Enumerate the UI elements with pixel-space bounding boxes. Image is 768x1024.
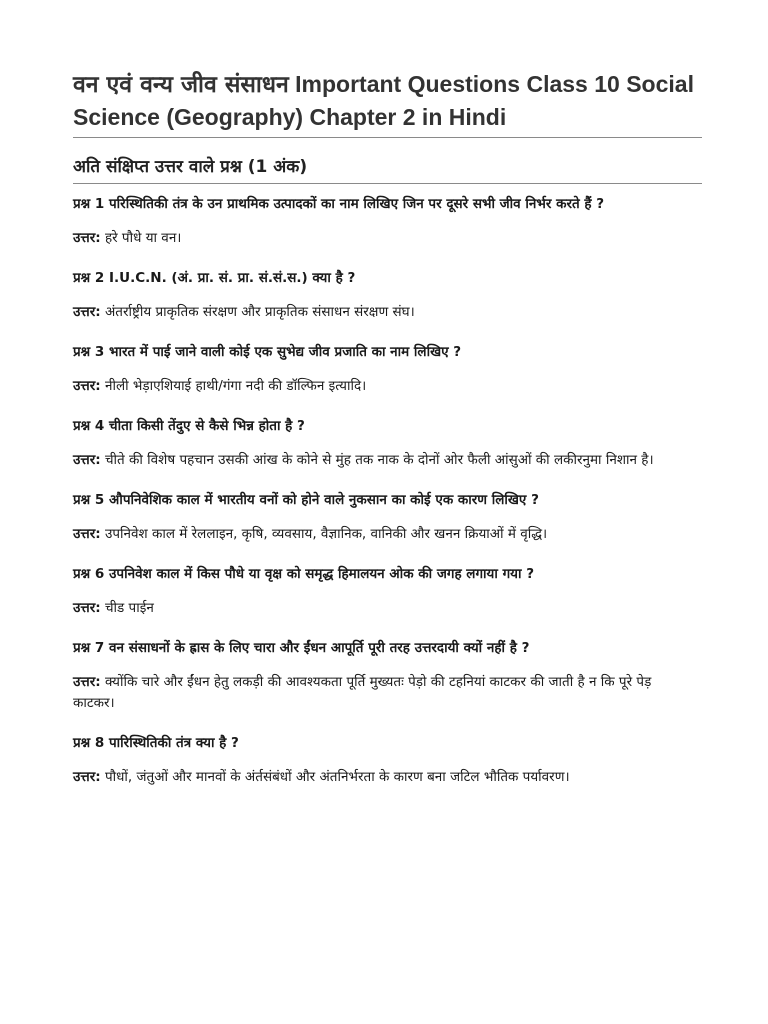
answer-label: उत्तर: [73, 674, 101, 690]
qa-item-1 [73, 194, 696, 249]
answer-2-text: अंतर्राष्ट्रीय प्राकृतिक संरक्षण और प्राकृतिक संसाधन संरक्षण संघ। [104, 304, 415, 320]
page-title-hindi: वन एवं वन्य जीव संसाधन [73, 72, 289, 98]
answer-8 [73, 767, 696, 788]
answer-5 [73, 524, 696, 545]
question-8: प्रश्न 8 पारिस्थितिकी तंत्र क्या है ? [73, 735, 239, 751]
answer-3 [73, 376, 696, 397]
section-title: अति संक्षिप्त उत्तर वाले प्रश्न (1 अंक) [73, 157, 308, 177]
answer-5-text: उपनिवेश काल में रेललाइन, कृषि, व्यवसाय, वैज्ञानिक, वानिकी और खनन क्रियाओं में वृद्धि। [104, 526, 548, 542]
answer-8-text: पौधों, जंतुओं और मानवों के अंर्तसंबंधों और अंतनिर्भरता के कारण बना जटिल भौतिक पर्यावरण। [104, 769, 570, 785]
answer-2 [73, 302, 696, 323]
qa-item-6 [73, 564, 696, 619]
answer-label: उत्तर: [73, 526, 101, 542]
qa-list [73, 194, 696, 788]
qa-item-7 [73, 638, 696, 714]
question-6: प्रश्न 6 उपनिवेश काल में किस पौधे या वृक्ष को समृद्ध हिमालयन ओक की जगह लगाया गया ? [73, 566, 535, 582]
page-title [73, 68, 696, 133]
answer-6-text: चीड पाईन [104, 600, 154, 616]
question-2: प्रश्न 2 I.U.C.N. (अं. प्रा. सं. प्रा. सं.सं.स.) क्या है ? [73, 270, 356, 286]
question-5: प्रश्न 5 औपनिवेशिक काल में भारतीय वनों को होने वाले नुकसान का कोई एक कारण लिखिए ? [73, 492, 539, 508]
qa-item-2 [73, 268, 696, 323]
answer-label: उत्तर: [73, 378, 101, 394]
answer-1 [73, 228, 696, 249]
answer-label: उत्तर: [73, 452, 101, 468]
answer-4 [73, 450, 696, 471]
answer-7 [73, 672, 696, 714]
section-divider [73, 183, 702, 184]
qa-item-5 [73, 490, 696, 545]
answer-6 [73, 598, 696, 619]
answer-3-text: नीली भेड़ाएशियाई हाथी/गंगा नदी की डॉल्फिन इत्यादि। [104, 378, 367, 394]
title-divider [73, 137, 702, 138]
question-4: प्रश्न 4 चीता किसी तेंदुए से कैसे भिन्न होता है ? [73, 418, 305, 434]
answer-label: उत्तर: [73, 304, 101, 320]
qa-item-4 [73, 416, 696, 471]
answer-4-text: चीते की विशेष पहचान उसकी आंख के कोने से मुंह तक नाक के दोनों ओर फैली आंसुओं की लकीरनुमा निशान है। [104, 452, 654, 468]
answer-label: उत्तर: [73, 769, 101, 785]
question-1: प्रश्न 1 परिस्थितिकी तंत्र के उन प्राथमिक उत्पादकों का नाम लिखिए जिन पर दूसरे सभी जीव निर्भर करते हैं ? [73, 196, 605, 212]
answer-label: उत्तर: [73, 600, 101, 616]
answer-1-text: हरे पौधे या वन। [104, 230, 182, 246]
answer-label: उत्तर: [73, 230, 101, 246]
question-3: प्रश्न 3 भारत में पाई जाने वाली कोई एक सुभेद्य जीव प्रजाति का नाम लिखिए ? [73, 344, 462, 360]
page-title-english: Important Questions Class 10 Social Science (Geography) Chapter 2 in Hindi [73, 71, 694, 130]
qa-item-8 [73, 733, 696, 788]
answer-7-text: क्योंकि चारे और ईंधन हेतु लकड़ी की आवश्यकता पूर्ति मुख्यतः पेड़ो की टहनियां काटकर की जाती है न कि पूरे पेड़ काटकर। [73, 674, 652, 711]
qa-item-3 [73, 342, 696, 397]
question-7: प्रश्न 7 वन संसाधनों के ह्रास के लिए चारा और ईंधन आपूर्ति पूरी तरह उत्तरदायी क्यों नहीं है ? [73, 640, 530, 656]
